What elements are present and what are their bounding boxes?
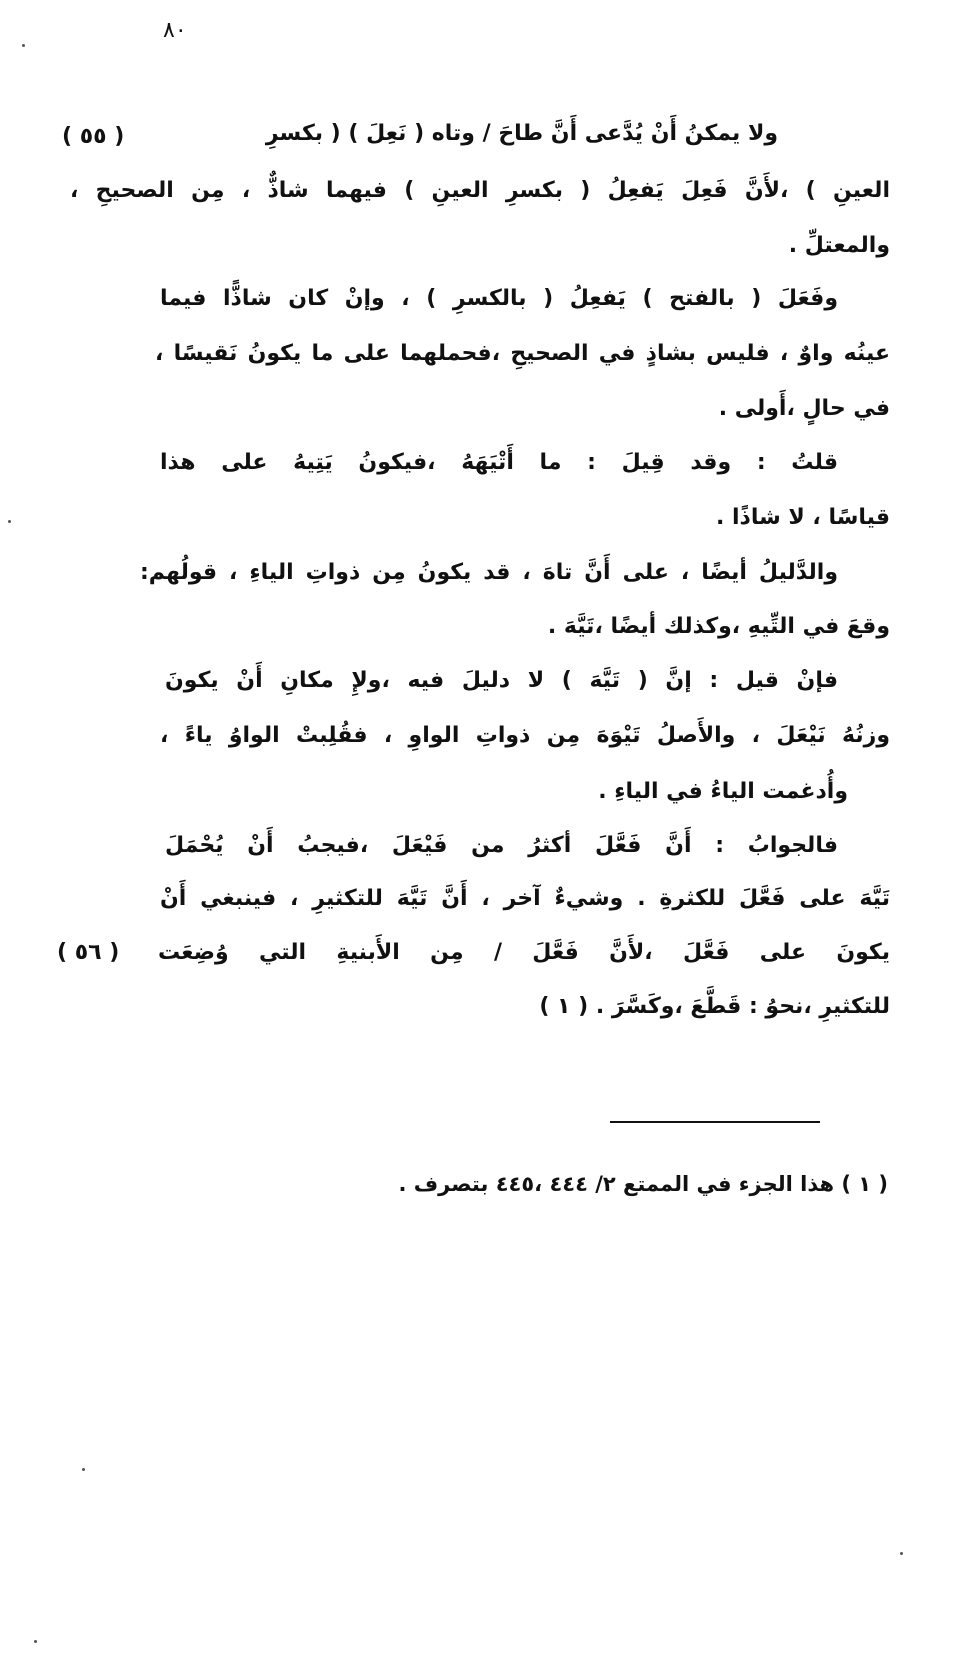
text-line-2: العينِ ) ،لأَنَّ فَعِلَ يَفعِلُ ( بكسرِ العينِ ) فيهما شاذٌّ ، مِن الصحيحِ ، — [70, 178, 890, 203]
margin-note-56: ( ٥٦ ) — [57, 940, 120, 965]
footnote-separator — [610, 1121, 820, 1123]
text-line-16: يكونَ على فَعَّلَ ،لأَنَّ فَعَّلَ / مِن الأَبنيةِ التي وُضِعَت — [158, 940, 890, 965]
text-line-5: عينُه واوٌ ، فليس بشاذٍ في الصحيحِ ،فحملهما على ما يكونُ نَقيسًا ، — [155, 341, 890, 366]
text-line-7: قلتُ : وقد قِيلَ : ما أَتْيَهَهُ ،فيكونُ يَتِيهُ على هذا — [160, 450, 838, 475]
scan-speck — [8, 520, 11, 523]
text-line-8: قياسًا ، لا شاذًا . — [715, 505, 890, 530]
text-line-12: وزنُهُ نَيْعَلَ ، والأَصلُ تَيْوَهَ مِن ذواتِ الواوِ ، فقُلِبتْ الواوُ ياءً ، — [160, 723, 890, 748]
text-line-14: فالجوابُ : أَنَّ فَعَّلَ أكثرُ من فَيْعَلَ ،فيجبُ أَنْ يُحْمَلَ — [165, 833, 838, 858]
text-line-6: في حالٍ ،أَولى . — [718, 396, 890, 421]
margin-note-55: ( ٥٥ ) — [62, 124, 125, 149]
text-line-3: والمعتلِّ . — [788, 233, 890, 258]
text-line-13: وأُدغمت الياءُ في الياءِ . — [598, 779, 848, 804]
scan-speck — [900, 1552, 903, 1555]
footnote: ( ١ ) هذا الجزء في الممتع ٢/ ٤٤٤ ،٤٤٥ بتصرف . — [398, 1172, 888, 1196]
scan-speck — [82, 1468, 85, 1471]
scan-speck — [34, 1640, 37, 1643]
text-line-10: وقعَ في التِّيهِ ،وكذلك أيضًا ،تَيَّهَ . — [547, 614, 890, 639]
text-line-15: تَيَّهَ على فَعَّلَ للكثرةِ . وشيءٌ آخر ، أَنَّ تَيَّهَ للتكثيرِ ، فينبغي أَنْ — [160, 886, 890, 911]
scan-speck — [22, 44, 25, 47]
text-line-1: ولا يمكنُ أَنْ يُدَّعى أَنَّ طاحَ / وتاه ( نَعِلَ ) ( بكسرِ — [265, 121, 778, 146]
page-number: ٨٠ — [163, 18, 187, 43]
text-line-17: للتكثيرِ ،نحوُ : قَطَّعَ ،وكَسَّرَ . ( ١ ) — [539, 994, 890, 1019]
text-line-4: وفَعَلَ ( بالفتح ) يَفعِلُ ( بالكسرِ ) ، وإنْ كان شاذًّا فيما — [160, 286, 838, 311]
text-line-9: والدَّليلُ أيضًا ، على أَنَّ تاهَ ، قد يكونُ مِن ذواتِ الياءِ ، قولُهم: — [140, 560, 838, 585]
text-line-11: فإنْ قيل : إنَّ ( تَيَّهَ ) لا دليلَ فيه ،ولإِ مكانِ أَنْ يكونَ — [165, 668, 838, 693]
